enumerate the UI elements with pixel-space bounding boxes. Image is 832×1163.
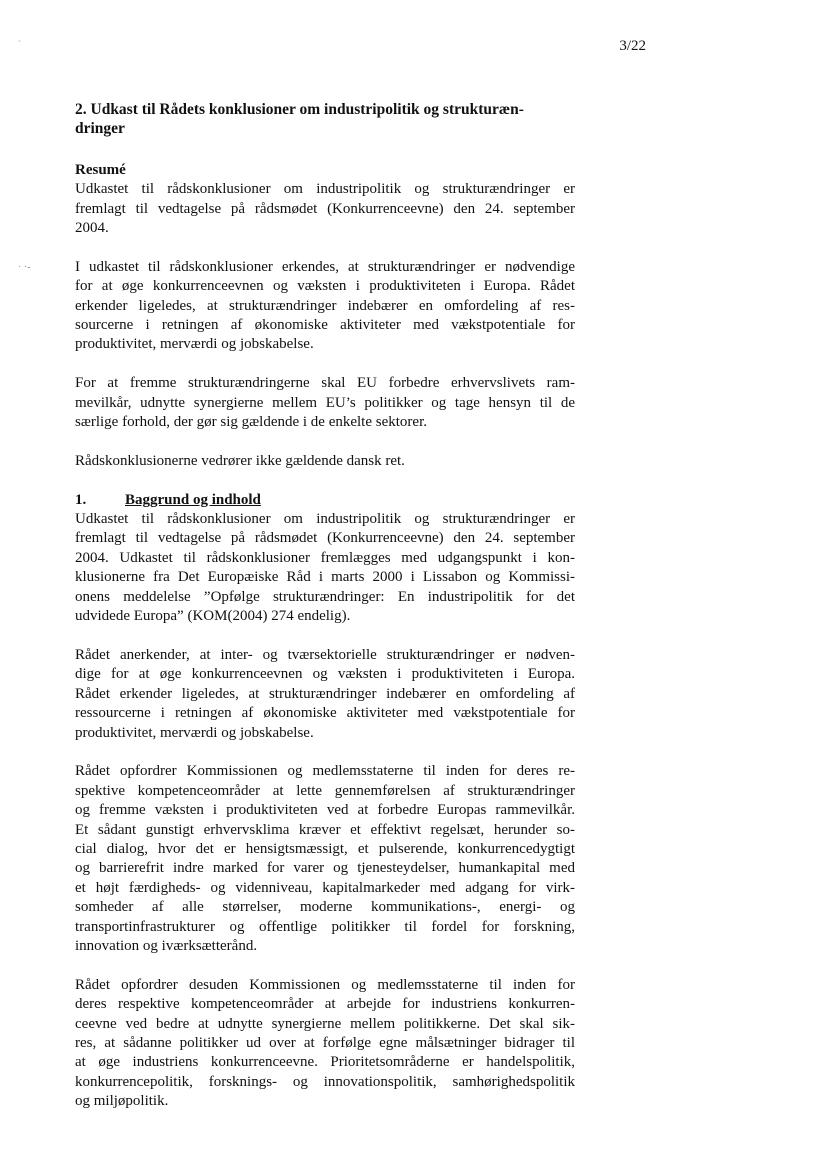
text-line: onens meddelelse ”Opfølge strukturændringer: En industripolitik for det bbox=[75, 588, 575, 605]
text-line: Et sådant gunstigt erhvervsklima kræver et effektivt regelsæt, herunder so- bbox=[75, 821, 575, 838]
text-line: spektive kompetenceområder at lette gennemførelsen af strukturændringer bbox=[75, 782, 575, 799]
text-line: klusionerne fra Det Europæiske Råd i marts 2000 i Lissabon og Kommissi- bbox=[75, 569, 575, 586]
page-number: 3/22 bbox=[619, 38, 646, 54]
text-line: Rådskonklusionerne vedrører ikke gældende dansk ret. bbox=[75, 452, 405, 469]
text-line: sourcerne i retningen af økonomiske aktiviteter med vækstpotentiale for bbox=[75, 317, 575, 334]
text-line: I udkastet til rådskonklusioner erkendes, at strukturændringer er nødvendige bbox=[75, 258, 575, 275]
text-line: For at fremme strukturændringerne skal EU forbedre erhvervslivets ram- bbox=[75, 375, 575, 392]
text-line: mevilkår, udnytte synergierne mellem EU’s politikker og tage hensyn til de bbox=[75, 394, 575, 411]
text-line: ressourcerne i retningen af økonomiske aktiviteter med vækstpotentiale for bbox=[75, 705, 575, 722]
section-title: Baggrund og indhold bbox=[125, 491, 261, 508]
text-line: Rådet anerkender, at inter- og tværsektorielle strukturændringer er nødven- bbox=[75, 646, 575, 663]
text-line: og barrierefrit indre marked for varer og tjenesteydelser, humankapital med bbox=[75, 860, 575, 877]
text-line: dige for at øge konkurrenceevnen og væksten i produktiviteten i Europa. bbox=[75, 666, 575, 683]
paragraph bbox=[75, 646, 575, 743]
paragraph bbox=[75, 976, 575, 1112]
text-line: at øge industriens konkurrenceevne. Prioritetsområderne er handelspolitik, bbox=[75, 1054, 575, 1071]
text-line: res, at sådanne politikker ud over at forfølge egne målsætninger bidrager til bbox=[75, 1034, 575, 1051]
heading-line: 2. Udkast til Rådets konklusioner om industripolitik og strukturæn- bbox=[75, 101, 524, 118]
text-line: produktivitet, merværdi og jobskabelse. bbox=[75, 336, 314, 353]
text-line: og fremme væksten i produktiviteten ved at forbedre Europas rammevilkår. bbox=[75, 802, 575, 819]
resume-section bbox=[75, 180, 575, 471]
text-line: deres respektive kompetenceområder at arbejde for industriens konkurren- bbox=[75, 996, 575, 1013]
text-line: Rådet erkender ligeledes, at strukturændringer indebærer en omfordeling af bbox=[75, 685, 575, 702]
text-line: innovation og iværksætterånd. bbox=[75, 937, 258, 954]
text-line: 2004. Udkastet til rådskonklusioner fremlægges med udgangspunkt i kon- bbox=[75, 549, 575, 566]
heading-line: dringer bbox=[75, 120, 125, 138]
text-line: fremlagt til vedtagelse på rådsmødet (Konkurrenceevne) den 24. september bbox=[75, 530, 575, 547]
document-heading bbox=[75, 100, 575, 139]
text-line: ceevne ved bedre at udnytte synergierne mellem politikkerne. Det skal sik- bbox=[75, 1015, 575, 1032]
paragraph bbox=[75, 452, 575, 471]
resume-title: Resumé bbox=[75, 161, 126, 178]
section-number: 1. bbox=[75, 491, 87, 508]
text-line: konkurrencepolitik, forsknings- og innovationspolitik, samhørighedspolitik bbox=[75, 1073, 575, 1090]
scan-speck: ` bbox=[18, 40, 22, 51]
text-line: erkender ligeledes, at strukturændringer indebærer en omfordeling af res- bbox=[75, 297, 575, 314]
text-line: Rådet opfordrer Kommissionen og medlemsstaterne til inden for deres re- bbox=[75, 763, 575, 780]
paragraph bbox=[75, 762, 575, 956]
document-body bbox=[75, 100, 575, 1112]
paragraph bbox=[75, 180, 575, 238]
text-line: Rådet opfordrer desuden Kommissionen og medlemsstaterne til inden for bbox=[75, 976, 575, 993]
text-line: transportinfrastrukturer og offentlige politikker til fordel for forskning, bbox=[75, 918, 575, 935]
paragraph bbox=[75, 258, 575, 355]
paragraph bbox=[75, 510, 575, 626]
text-line: fremlagt til vedtagelse på rådsmødet (Konkurrenceevne) den 24. september bbox=[75, 200, 575, 217]
text-line: Udkastet til rådskonklusioner om industripolitik og strukturændringer er bbox=[75, 181, 575, 198]
section-heading bbox=[75, 491, 575, 510]
text-line: særlige forhold, der gør sig gældende i de enkelte sektorer. bbox=[75, 414, 427, 431]
text-line: somheder af alle størrelser, moderne kommunikations-, energi- og bbox=[75, 899, 575, 916]
text-line: udvidede Europa” (KOM(2004) 274 endelig). bbox=[75, 608, 351, 625]
text-line: for at øge konkurrenceevnen og væksten i produktiviteten i Europa. Rådet bbox=[75, 278, 575, 295]
text-line: produktivitet, merværdi og jobskabelse. bbox=[75, 724, 314, 741]
paragraph bbox=[75, 374, 575, 432]
text-line: et højt færdigheds- og videnniveau, kapitalmarkeder med adgang for virk- bbox=[75, 879, 575, 896]
text-line: og miljøpolitik. bbox=[75, 1093, 169, 1110]
section-body bbox=[75, 510, 575, 1112]
text-line: 2004. bbox=[75, 220, 109, 237]
text-line: cial dialog, hvor det er hensigtsmæssigt, et pulserende, konkurrencedygtigt bbox=[75, 840, 575, 857]
text-line: Udkastet til rådskonklusioner om industripolitik og strukturændringer er bbox=[75, 511, 575, 528]
scan-speck: · ·- bbox=[18, 262, 31, 273]
